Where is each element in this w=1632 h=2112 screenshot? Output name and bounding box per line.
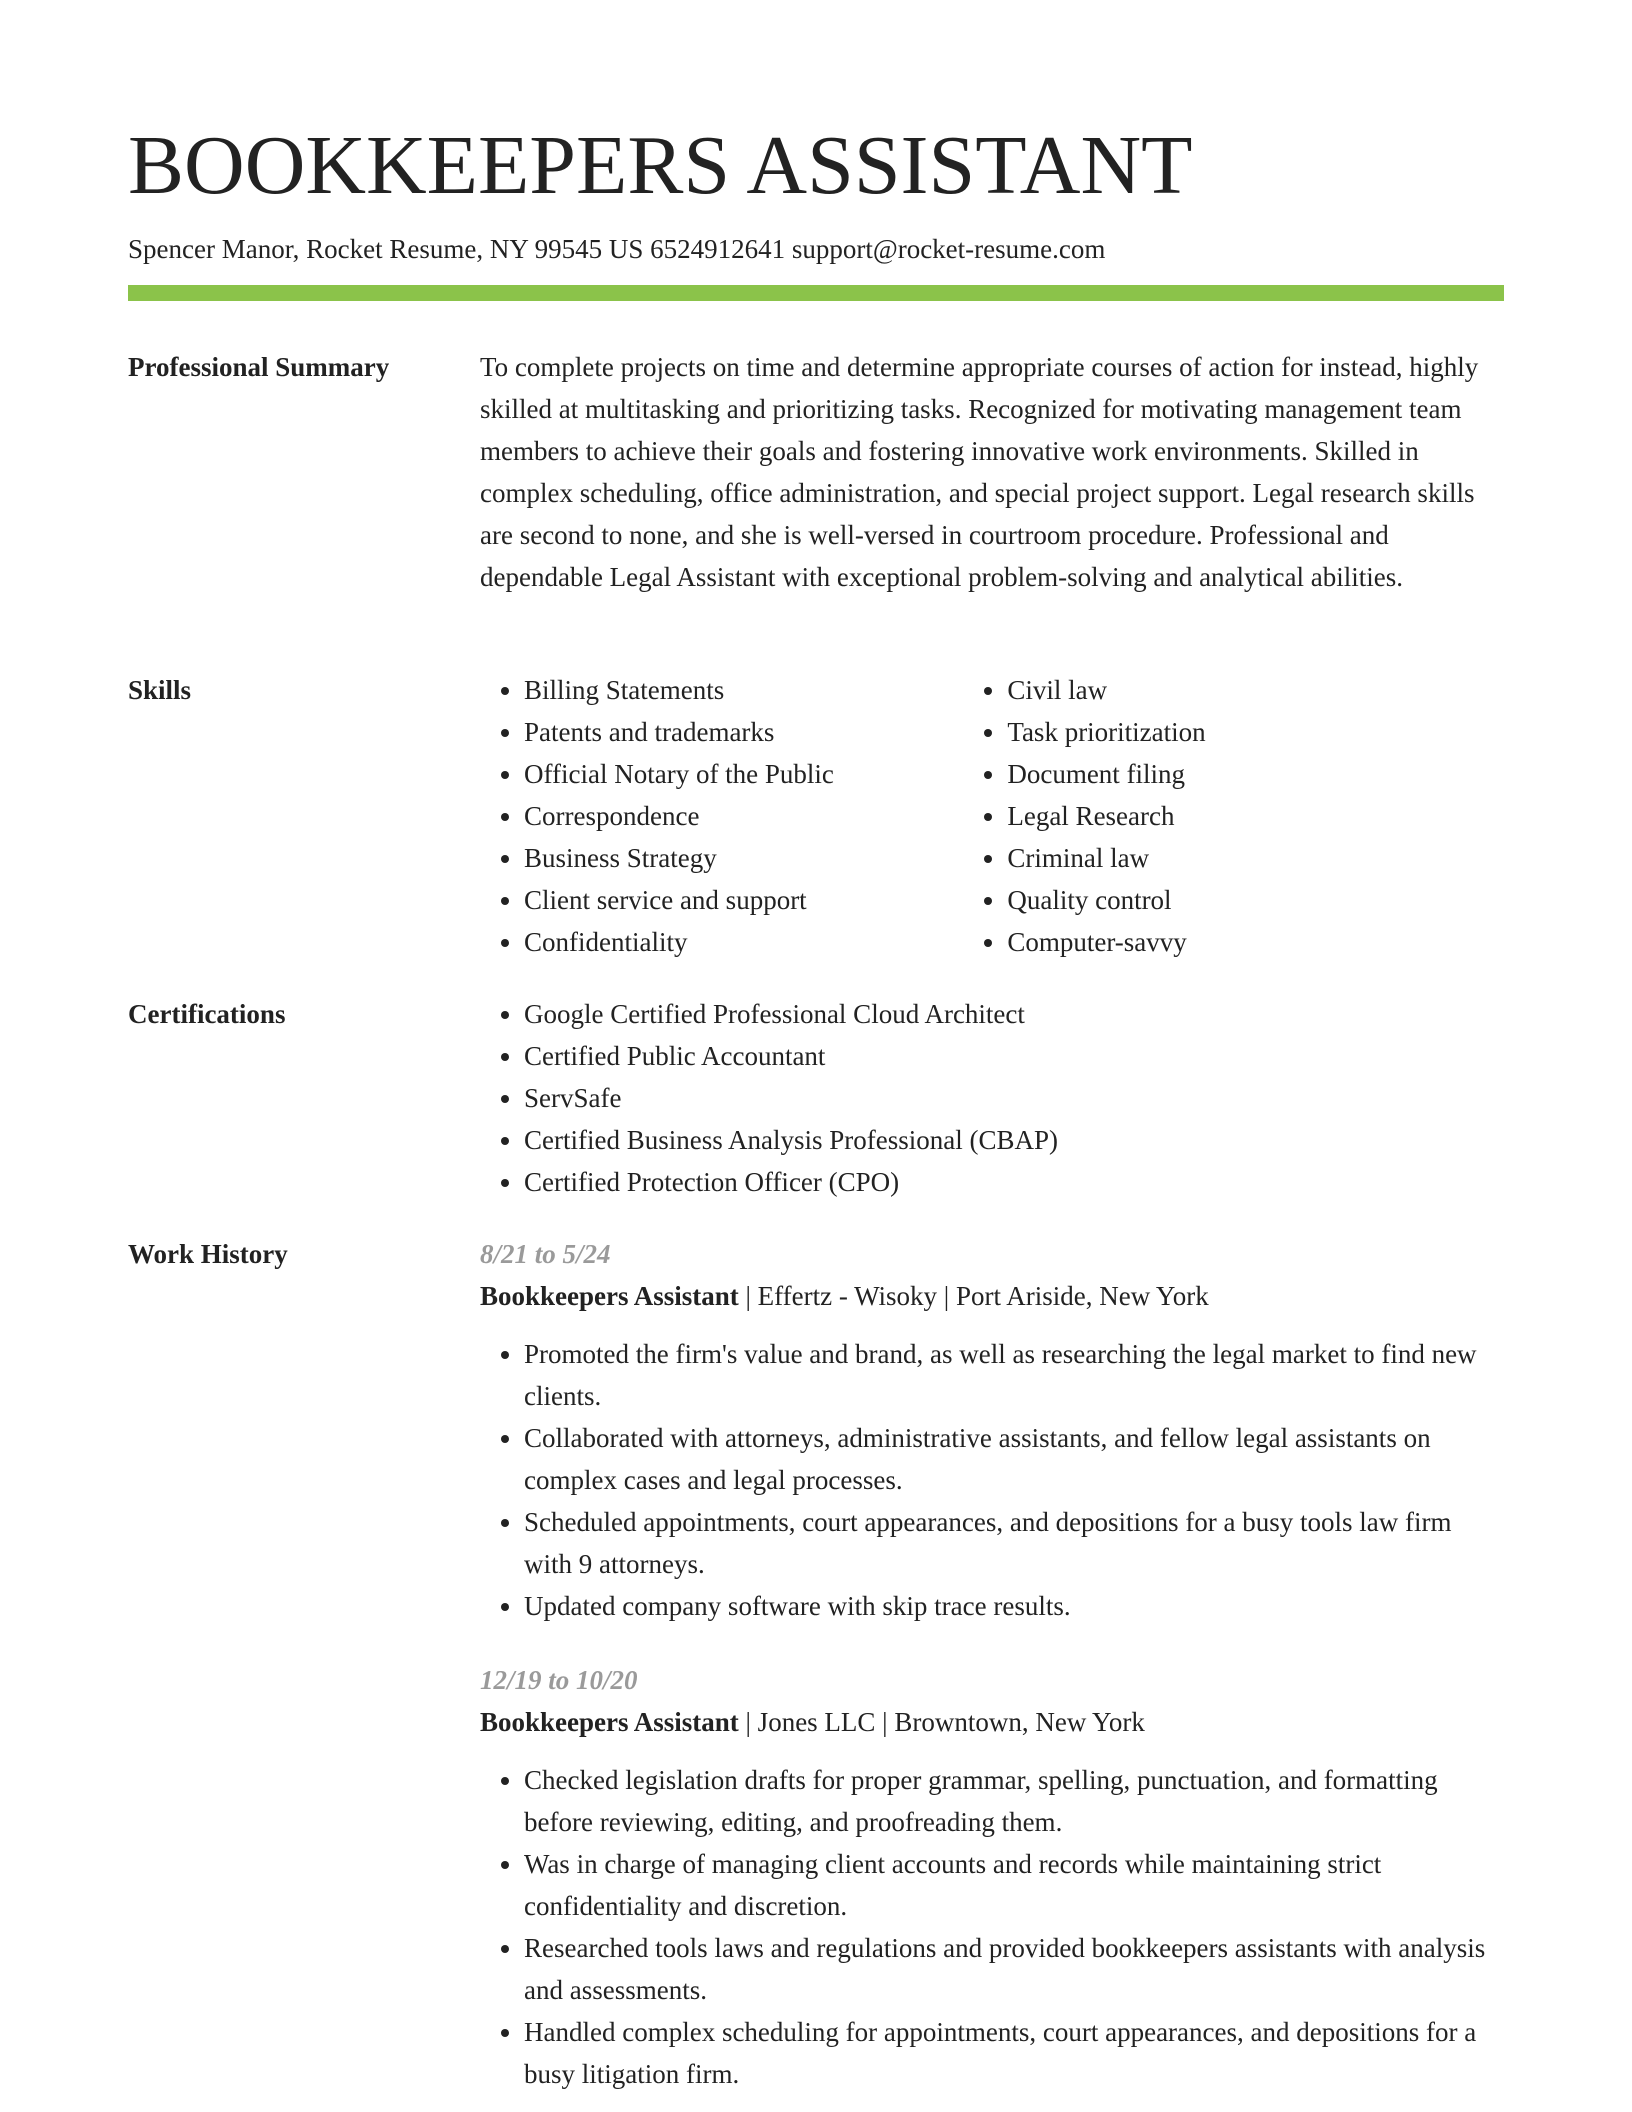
responsibility-item: • Updated company software with skip trace results. <box>524 1585 1504 1627</box>
job-heading <box>480 1275 1504 1317</box>
skill-item: • Official Notary of the Public <box>524 753 963 795</box>
header-divider <box>128 285 1504 301</box>
summary-body <box>480 346 1504 598</box>
skill-item: • Quality control <box>1007 879 1504 921</box>
skill-item: • Business Strategy <box>524 837 963 879</box>
section-title-skills: Skills <box>128 675 192 705</box>
responsibility-item: • Promoted the firm's value and brand, as well as researching the legal market to find new clients. <box>524 1333 1504 1417</box>
work-history-body <box>480 1233 1504 2095</box>
skill-item: • Client service and support <box>524 879 963 921</box>
job-entry <box>480 1233 1504 1627</box>
certification-item: • Certified Business Analysis Professional (CBAP) <box>524 1119 1504 1161</box>
skills-list-right <box>963 669 1504 963</box>
job-heading <box>480 1701 1504 1743</box>
responsibility-item: • Was in charge of managing client accounts and records while maintaining strict confidentiality and discretion. <box>524 1843 1504 1927</box>
responsibility-item: • Handled complex scheduling for appointments, court appearances, and depositions for a busy litigation firm. <box>524 2011 1504 2095</box>
section-title-certifications: Certifications <box>128 999 286 1029</box>
certifications-list <box>480 993 1504 1203</box>
skill-item: • Civil law <box>1007 669 1504 711</box>
skill-item: • Billing Statements <box>524 669 963 711</box>
certifications-body <box>480 993 1504 1203</box>
job-title: Bookkeepers Assistant <box>480 1281 739 1311</box>
responsibility-item: • Researched tools laws and regulations and provided bookkeepers assistants with analysis and assessments. <box>524 1927 1504 2011</box>
certification-item: • Certified Protection Officer (CPO) <box>524 1161 1504 1203</box>
skill-item: • Criminal law <box>1007 837 1504 879</box>
skill-item: • Computer-savvy <box>1007 921 1504 963</box>
contact-info: Spencer Manor, Rocket Resume, NY 99545 US 6524912641 support@rocket-resume.com <box>128 234 1106 264</box>
job-entry <box>480 1659 1504 2095</box>
job-responsibilities <box>480 1759 1504 2095</box>
certification-item: • ServSafe <box>524 1077 1504 1119</box>
skills-body <box>480 669 1504 963</box>
job-title: Bookkeepers Assistant <box>480 1707 739 1737</box>
job-employer-location: | Jones LLC | Browntown, New York <box>738 1707 1145 1737</box>
skill-item: • Patents and trademarks <box>524 711 963 753</box>
skill-item: • Legal Research <box>1007 795 1504 837</box>
skill-item: • Confidentiality <box>524 921 963 963</box>
job-dates: 12/19 to 10/20 <box>480 1665 638 1695</box>
responsibility-item: • Checked legislation drafts for proper grammar, spelling, punctuation, and formatting before reviewing, editing, and proofreading them. <box>524 1759 1504 1843</box>
certification-item: • Google Certified Professional Cloud Architect <box>524 993 1504 1035</box>
skill-item: • Task prioritization <box>1007 711 1504 753</box>
responsibility-item: • Collaborated with attorneys, administrative assistants, and fellow legal assistants on complex cases and legal processes. <box>524 1417 1504 1501</box>
job-dates: 8/21 to 5/24 <box>480 1239 611 1269</box>
skills-list-left <box>480 669 963 963</box>
skill-item: • Document filing <box>1007 753 1504 795</box>
certification-item: • Certified Public Accountant <box>524 1035 1504 1077</box>
section-title-work-history: Work History <box>128 1239 288 1269</box>
skill-item: • Correspondence <box>524 795 963 837</box>
responsibility-item: • Scheduled appointments, court appearances, and depositions for a busy tools law firm with 9 attorneys. <box>524 1501 1504 1585</box>
job-employer-location: | Effertz - Wisoky | Port Ariside, New York <box>738 1281 1209 1311</box>
summary-text: To complete projects on time and determine appropriate courses of action for instead, highly skilled at multitasking and prioritizing tasks. Recognized for motivating management team members to achieve their goals and fostering innovative work environments. Skilled in complex scheduling, office administration, and special project support. Legal research skills are second to none, and she is well-versed in courtroom procedure. Professional and dependable Legal Assistant with exceptional problem-solving and analytical abilities. <box>480 352 1479 592</box>
candidate-name: BOOKKEEPERS ASSISTANT <box>128 119 1193 212</box>
section-title-summary: Professional Summary <box>128 352 390 382</box>
job-responsibilities <box>480 1333 1504 1627</box>
